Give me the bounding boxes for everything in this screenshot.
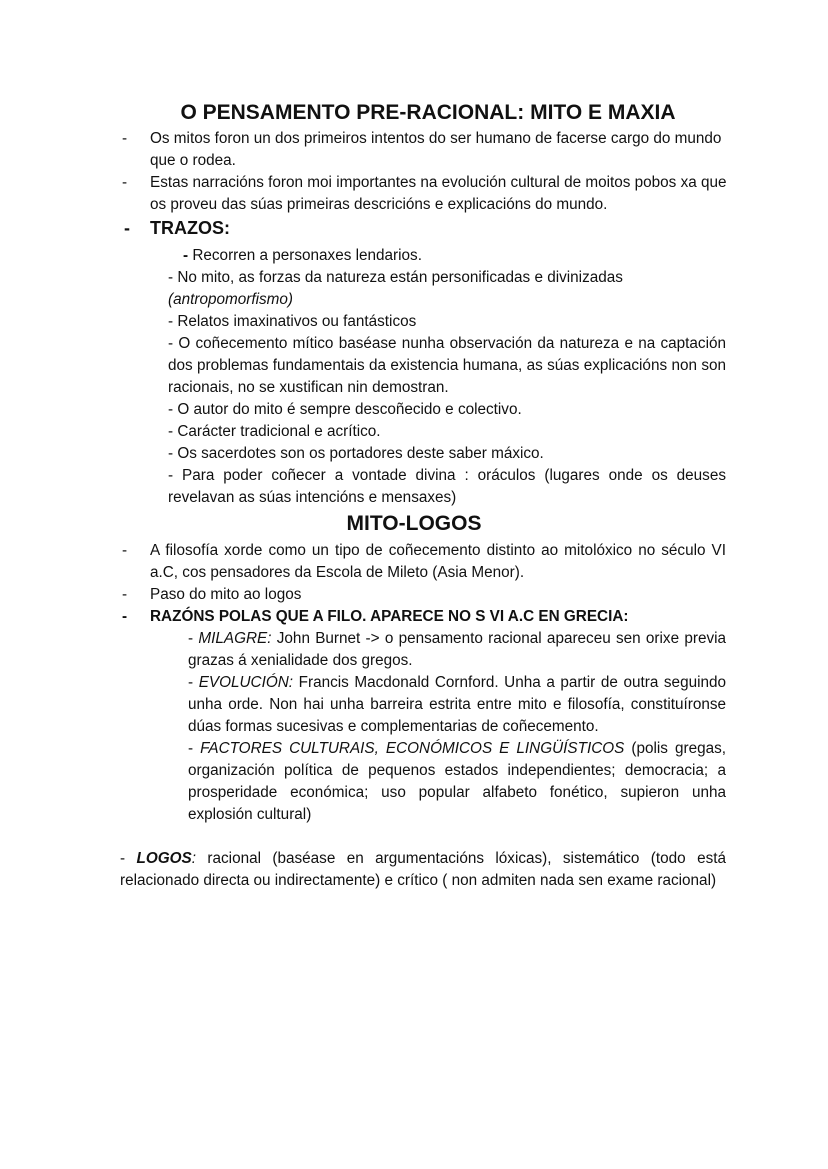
- list-item-text: A filosofía xorde como un tipo de coñecemento distinto ao mitolóxico no século VI a.C, cos pensadores da Escola de Mileto (Asia Menor).: [150, 542, 726, 581]
- list-item-text: Paso do mito ao logos: [150, 586, 302, 603]
- razons-heading-item: [120, 606, 726, 628]
- list-item: - Carácter tradicional e acrítico.: [168, 423, 381, 440]
- intro-list: [120, 128, 730, 240]
- section-heading: TRAZOS:: [150, 218, 230, 238]
- bullet-dash: -: [122, 174, 128, 191]
- list-item: [188, 628, 726, 672]
- list-item: [168, 267, 726, 311]
- list-item: [120, 172, 730, 216]
- bullet-dash: -: [188, 630, 194, 647]
- item-label: MILAGRE:: [198, 630, 272, 647]
- item-label: LOGOS: [136, 850, 192, 867]
- trazos-heading-item: [120, 216, 730, 240]
- list-item: [120, 540, 726, 584]
- trazos-list: [168, 245, 726, 509]
- list-item-text: Os mitos foron un dos primeiros intentos do ser humano de facerse cargo do mundo que o rodea.: [150, 130, 722, 169]
- list-item: - Relatos imaxinativos ou fantásticos: [168, 313, 417, 330]
- list-item: - Os sacerdotes son os portadores deste saber máxico.: [168, 445, 544, 462]
- list-item: [168, 245, 726, 267]
- item-label: EVOLUCIÓN:: [198, 674, 294, 691]
- list-item: - O coñecemento mítico baséase nunha observación da natureza e na captación dos problemas fundamentais da existencia humana, as súas explicacións non son racionais, no se xustifican nin demostran.: [168, 335, 726, 396]
- list-item: [188, 738, 726, 826]
- bullet-dash: -: [124, 218, 130, 238]
- item-label: FACTORES CULTURAIS, ECONÓMICOS E LINGÜÍSTICOS: [200, 740, 625, 757]
- label-colon: :: [191, 850, 197, 867]
- section-title: MITO-LOGOS: [346, 512, 482, 535]
- list-item-text: John Burnet -> o pensamento racional apareceu sen orixe previa grazas á xenialidade dos gregos.: [188, 630, 727, 669]
- bullet-dash: -: [122, 130, 128, 147]
- bullet-dash: -: [120, 850, 126, 867]
- bullet-dash: -: [183, 247, 189, 264]
- mito-logos-list: [120, 540, 726, 628]
- bullet-dash: -: [122, 542, 128, 559]
- list-item: [120, 128, 730, 172]
- list-item: - Para poder coñecer a vontade divina : oráculos (lugares onde os deuses revelavan as súas intencións e mensaxes): [168, 467, 726, 506]
- list-item-text: (polis gregas, organización política de pequenos estados independientes; democracia; a prosperidade económica; uso popular alfabeto fonético, supieron unha explosión cultural): [188, 740, 727, 823]
- list-item: [188, 672, 726, 738]
- paragraph-text: racional (baséase en argumentacións lóxicas), sistemático (todo está relacionado directa ou indirectamente) e crítico ( non admiten nada sen exame racional): [120, 850, 726, 889]
- logos-paragraph: [120, 848, 726, 892]
- section-heading: RAZÓNS POLAS QUE A FILO. APARECE NO S VI A.C EN GRECIA:: [150, 608, 629, 625]
- bullet-dash: -: [122, 608, 128, 625]
- razons-list: [188, 628, 726, 826]
- list-item: - O autor do mito é sempre descoñecido e colectivo.: [168, 401, 522, 418]
- list-item-text: Recorren a personaxes lendarios.: [192, 247, 422, 264]
- bullet-dash: -: [188, 674, 194, 691]
- bullet-dash: -: [188, 740, 194, 757]
- list-item-text: - No mito, as forzas da natureza están personificadas e divinizadas: [168, 269, 623, 286]
- list-item: [120, 584, 726, 606]
- page-title: O PENSAMENTO PRE-RACIONAL: MITO E MAXIA: [180, 101, 676, 124]
- italic-note: (antropomorfismo): [168, 291, 293, 308]
- bullet-dash: -: [122, 586, 128, 603]
- list-item-text: Francis Macdonald Cornford. Unha a partir de outra seguindo unha orde. Non hai unha barreira estrita entre mito e filosofía, constituíronse dúas formas sucesivas e complementarias de coñecemento.: [188, 674, 727, 735]
- list-item-text: Estas narracións foron moi importantes na evolución cultural de moitos pobos xa que os proveu das súas primeiras descricións e explicacións do mundo.: [150, 174, 727, 213]
